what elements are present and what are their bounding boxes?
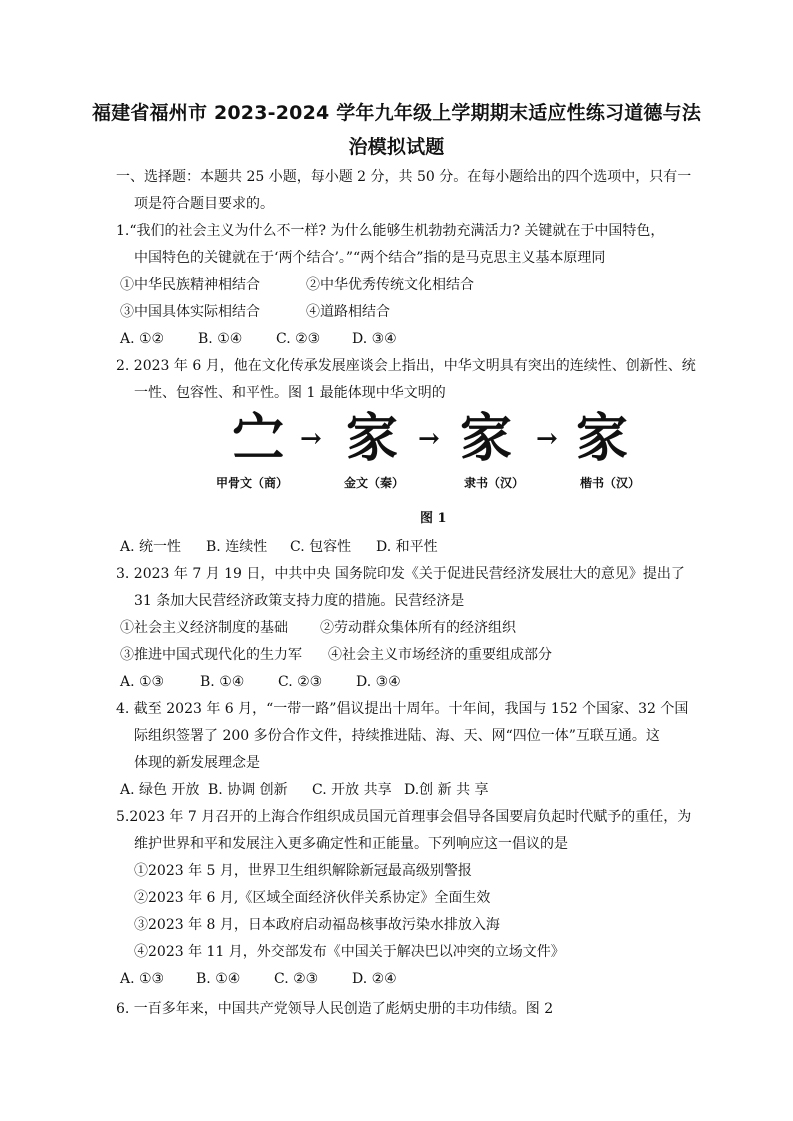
q5-choice-b: B. ①④ bbox=[196, 971, 241, 987]
q5-option-4: ④2023 年 11 月，外交部发布《中国关于解决巴以冲突的立场文件》 bbox=[134, 944, 565, 960]
q5-option-1: ①2023 年 5 月，世界卫生组织解除新冠最高级别警报 bbox=[134, 863, 472, 879]
q5-stem-cont: 维护世界和平和发展注入更多确定性和正能量。下列响应这一倡议的是 bbox=[134, 836, 568, 852]
figure-1-character-evolution bbox=[218, 410, 658, 500]
doc-title-line1: 福建省福州市 2023-2024 学年九年级上学期期末适应性练习道德与法 bbox=[91, 102, 702, 124]
q1-option-4: ④道路相结合 bbox=[306, 304, 390, 320]
caption-clerical: 隶书（汉） bbox=[464, 476, 525, 490]
arrow-icon: → bbox=[536, 424, 558, 454]
q4-choice-d: D.创 新 共 享 bbox=[404, 782, 489, 798]
q5-choice-a: A. ①③ bbox=[120, 971, 165, 987]
q1-choice-a: A. ①② bbox=[120, 331, 165, 347]
q5-option-2: ②2023 年 6 月,《区域全面经济伙伴关系协定》全面生效 bbox=[134, 890, 491, 906]
section-header: 一、选择题：本题共 25 小题，每小题 2 分，共 50 分。在每小题给出的四个选项中，只有一 bbox=[116, 169, 692, 185]
q3-stem-cont: 31 条加大民营经济政策支持力度的措施。民营经济是 bbox=[134, 593, 465, 609]
q1-choice-b: B. ①④ bbox=[198, 331, 243, 347]
arrow-icon: → bbox=[300, 424, 322, 454]
q1-choice-c: C. ②③ bbox=[276, 331, 321, 347]
q4-choice-c: C. 开放 共享 bbox=[312, 782, 392, 798]
q3-option-1: ①社会主义经济制度的基础 bbox=[120, 620, 288, 636]
q3-option-4: ④社会主义市场经济的重要组成部分 bbox=[328, 647, 552, 663]
q1-stem-cont: 中国特色的关键就在于‘两个结合’。”“两个结合”指的是马克思主义基本原理同 bbox=[134, 250, 606, 266]
clerical-script-glyph: 家 bbox=[460, 408, 513, 469]
figure-1-label: 图 1 bbox=[420, 511, 447, 526]
q1-choice-d: D. ③④ bbox=[352, 331, 397, 347]
q2-choice-a: A. 统一性 bbox=[120, 539, 182, 555]
oracle-bone-glyph: 㝉 bbox=[232, 408, 285, 469]
q5-option-3: ③2023 年 8 月，日本政府启动福岛核事故污染水排放入海 bbox=[134, 917, 500, 933]
q4-choice-b: B. 协调 创新 bbox=[208, 782, 288, 798]
q3-option-3: ③推进中国式现代化的生力军 bbox=[120, 647, 302, 663]
q1-option-3: ③中国具体实际相结合 bbox=[120, 304, 260, 320]
regular-script-glyph: 家 bbox=[576, 408, 629, 469]
section-header-cont: 项是符合题目要求的。 bbox=[134, 196, 274, 212]
q4-stem-cont: 际组织签署了 200 多份合作文件，持续推进陆、海、天、网“四位一体”互联互通。这 bbox=[134, 728, 660, 744]
q2-stem: 2. 2023 年 6 月，他在文化传承发展座谈会上指出，中华文明具有突出的连续性、创新性、统 bbox=[116, 358, 696, 374]
q4-choice-a: A. 绿色 开放 bbox=[120, 782, 200, 798]
q6-stem: 6. 一百多年来，中国共产党领导人民创造了彪炳史册的丰功伟绩。图 2 bbox=[116, 1001, 554, 1017]
q2-choice-b: B. 连续性 bbox=[206, 539, 268, 555]
q4-stem-cont2: 体现的新发展理念是 bbox=[134, 755, 260, 771]
q1-option-1: ①中华民族精神相结合 bbox=[120, 277, 260, 293]
q1-option-2: ②中华优秀传统文化相结合 bbox=[306, 277, 474, 293]
bronze-script-glyph: 家 bbox=[346, 408, 399, 469]
q3-choice-a: A. ①③ bbox=[120, 674, 165, 690]
q3-stem: 3. 2023 年 7 月 19 日，中共中央 国务院印发《关于促进民营经济发展壮大的意见》提出了 bbox=[116, 566, 685, 582]
q2-choice-c: C. 包容性 bbox=[290, 539, 352, 555]
q1-stem: 1.“我们的社会主义为什么不一样? 为什么能够生机勃勃充满活力? 关键就在于中国特色， bbox=[116, 223, 665, 239]
arrow-icon: → bbox=[418, 424, 440, 454]
q4-stem: 4. 截至 2023 年 6 月，“一带一路”倡议提出十周年。十年间，我国与 152 个国家、32 个国 bbox=[116, 701, 689, 717]
caption-bronze: 金文（秦） bbox=[344, 476, 405, 490]
q2-stem-cont: 一性、包容性、和平性。图 1 最能体现中华文明的 bbox=[134, 385, 446, 401]
caption-oracle: 甲骨文（商） bbox=[216, 476, 289, 490]
q3-choice-b: B. ①④ bbox=[200, 674, 245, 690]
q2-choice-d: D. 和平性 bbox=[376, 539, 438, 555]
q3-choice-c: C. ②③ bbox=[278, 674, 323, 690]
caption-regular: 楷书（汉） bbox=[580, 476, 641, 490]
q5-choice-d: D. ②④ bbox=[352, 971, 397, 987]
q5-choice-c: C. ②③ bbox=[274, 971, 319, 987]
q3-choice-d: D. ③④ bbox=[356, 674, 401, 690]
q5-stem: 5.2023 年 7 月召开的上海合作组织成员国元首理事会倡导各国要肩负起时代赋予的重任，为 bbox=[116, 809, 692, 825]
doc-title-line2: 治模拟试题 bbox=[348, 136, 445, 158]
q3-option-2: ②劳动群众集体所有的经济组织 bbox=[320, 620, 516, 636]
